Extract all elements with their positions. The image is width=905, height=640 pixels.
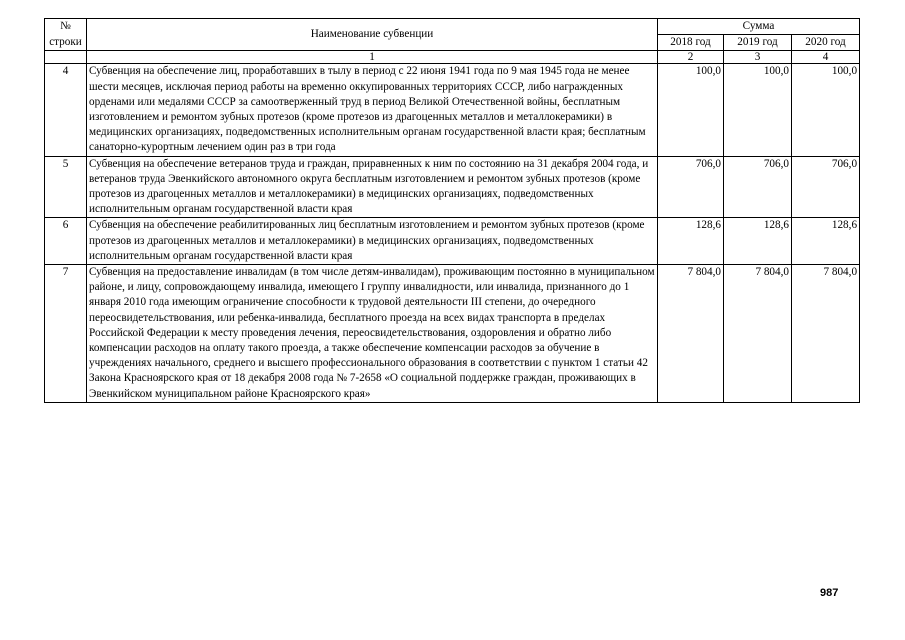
page-number: 987 xyxy=(820,587,839,599)
row-number: 5 xyxy=(45,156,87,218)
row-number: 4 xyxy=(45,64,87,156)
column-index-row xyxy=(45,51,860,64)
subvention-name: Субвенция на предоставление инвалидам (в том числе детям-инвалидам), проживающим постоянно в муниципальном районе, и лицу, сопровождающему инвалида, имеющего I группу инвалидности, или инвалида, признанного до 1 января 2010 года имеющим ограничение способности к трудовой деятельности III степени, до очередного переосвидетельствования, или ребенка-инвалида, бесплатного проезда на всех видах транспорта в пределах Российской Федерации к месту проведения лечения, переосвидетельствования, оздоровления и обратно либо компенсации расходов на оплату такого проезда, а также обеспечение компенсации расходов за обучение в учреждениях начального, среднего и высшего профессионального образования в соответствии с пунктом 1 статьи 42 Закона Красноярского края от 18 декабря 2008 года № 7-2658 «О социальной поддержке граждан, проживающих в Эвенкийском муниципальном районе Красноярского края» xyxy=(87,265,658,403)
year-header-2018: 2018 год xyxy=(658,35,724,51)
table-header xyxy=(45,19,860,64)
table-row xyxy=(45,64,860,156)
row-number: 7 xyxy=(45,265,87,403)
row-number-header xyxy=(45,19,87,51)
subvention-table xyxy=(44,18,860,403)
subvention-name: Субвенция на обеспечение лиц, проработавших в тылу в период с 22 июня 1941 года по 9 мая 1945 года не менее шести месяцев, исключая период работы на временно оккупированных территориях СССР, либо награжденных орденами или медалями СССР за самоотверженный труд в период Великой Отечественной войны, бесплатным изготовлением и ремонтом зубных протезов (кроме протезов из драгоценных металлов и металлокерамики) в медицинских организациях, подведомственных исполнительным органам государственной власти края; бесплатным санаторно-курортным лечением один раз в три года xyxy=(87,64,658,156)
table-row xyxy=(45,218,860,265)
amount-2020: 128,6 xyxy=(792,218,860,265)
amount-2018: 7 804,0 xyxy=(658,265,724,403)
column-index-2: 2 xyxy=(658,51,724,64)
column-index-3: 3 xyxy=(724,51,792,64)
sum-header: Сумма xyxy=(658,19,860,35)
amount-2020: 7 804,0 xyxy=(792,265,860,403)
row-number: 6 xyxy=(45,218,87,265)
amount-2019: 7 804,0 xyxy=(724,265,792,403)
amount-2020: 706,0 xyxy=(792,156,860,218)
subvention-name: Субвенция на обеспечение ветеранов труда и граждан, приравненных к ним по состоянию на 31 декабря 2004 года, и ветеранов труда Эвенкийского автономного округа бесплатным изготовлением и ремонтом зубных протезов (кроме протезов из драгоценных металлов и металлокерамики) в медицинских организациях, подведомственных исполнительным органам государственной власти края xyxy=(87,156,658,218)
row-number-header-line1: № xyxy=(60,20,71,33)
subvention-name-header: Наименование субвенции xyxy=(87,19,658,51)
table-row xyxy=(45,265,860,403)
table-row xyxy=(45,156,860,218)
column-index-4: 4 xyxy=(792,51,860,64)
header-row-1 xyxy=(45,19,860,35)
amount-2019: 128,6 xyxy=(724,218,792,265)
amount-2018: 706,0 xyxy=(658,156,724,218)
column-index-1: 1 xyxy=(87,51,658,64)
year-header-2020: 2020 год xyxy=(792,35,860,51)
amount-2018: 128,6 xyxy=(658,218,724,265)
amount-2019: 100,0 xyxy=(724,64,792,156)
amount-2019: 706,0 xyxy=(724,156,792,218)
year-header-2019: 2019 год xyxy=(724,35,792,51)
amount-2018: 100,0 xyxy=(658,64,724,156)
row-number-header-line2: строки xyxy=(49,35,82,48)
table-body xyxy=(45,64,860,402)
subvention-name: Субвенция на обеспечение реабилитированных лиц бесплатным изготовлением и ремонтом зубных протезов (кроме протезов из драгоценных металлов и металлокерамики) в медицинских организациях, подведомственных исполнительным органам государственной власти края xyxy=(87,218,658,265)
amount-2020: 100,0 xyxy=(792,64,860,156)
